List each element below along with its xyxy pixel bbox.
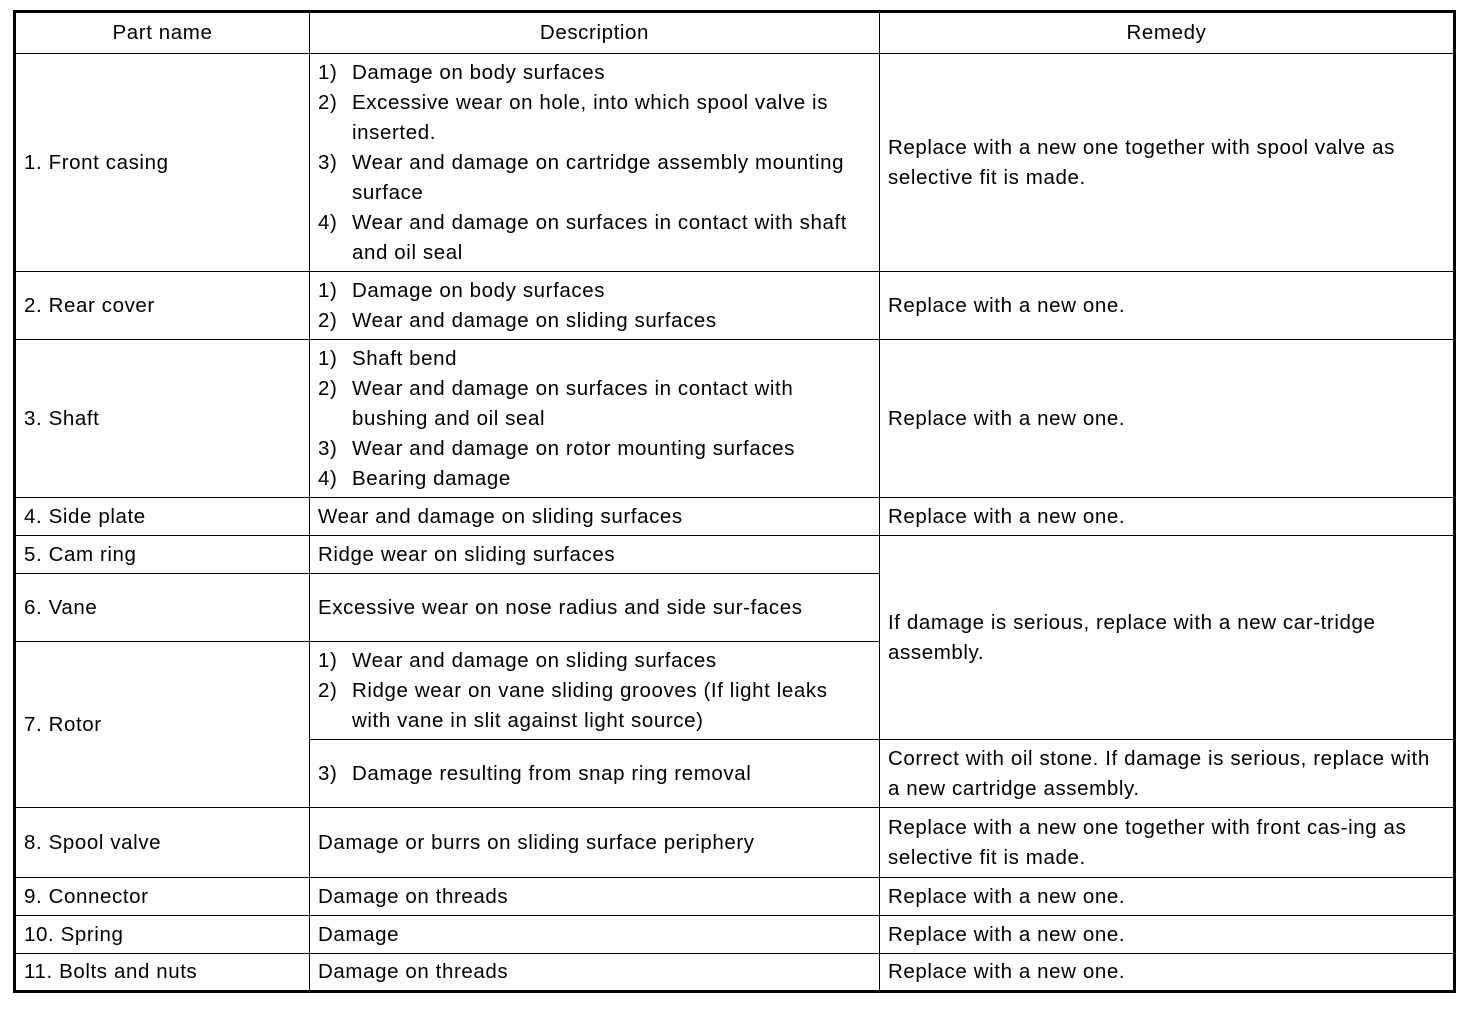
remedy: Replace with a new one. xyxy=(880,954,1455,992)
table-row xyxy=(15,916,1455,954)
description: Damage on threads xyxy=(310,954,880,992)
remedy: Replace with a new one. xyxy=(880,878,1455,916)
header-description: Description xyxy=(310,12,880,54)
part-name: 8. Spool valve xyxy=(15,808,310,878)
part-name: 4. Side plate xyxy=(15,498,310,536)
table-row xyxy=(15,272,1455,340)
table-row xyxy=(15,878,1455,916)
part-name: 2. Rear cover xyxy=(15,272,310,340)
description-list xyxy=(318,58,871,268)
description-list xyxy=(318,646,871,736)
description xyxy=(310,642,880,740)
list-item: 3) Wear and damage on cartridge assembly mounting surface xyxy=(318,150,845,204)
table-row xyxy=(15,954,1455,992)
part-name: 9. Connector xyxy=(15,878,310,916)
part-name: 5. Cam ring xyxy=(15,536,310,574)
description: Damage or burrs on sliding surface periphery xyxy=(310,808,880,878)
description-list xyxy=(318,344,871,494)
remedy: Replace with a new one. xyxy=(880,340,1455,498)
description xyxy=(310,340,880,498)
description: Ridge wear on sliding surfaces xyxy=(310,536,880,574)
part-name: 7. Rotor xyxy=(15,642,310,808)
description: Damage on threads xyxy=(310,878,880,916)
header-row xyxy=(15,12,1455,54)
remedy: Correct with oil stone. If damage is serious, replace with a new cartridge assembly. xyxy=(880,740,1455,808)
remedy: If damage is serious, replace with a new car-tridge assembly. xyxy=(880,536,1455,740)
remedy: Replace with a new one. xyxy=(880,498,1455,536)
list-item: 1) Damage on body surfaces xyxy=(318,278,606,302)
list-item: 2) Wear and damage on surfaces in contact with bushing and oil seal xyxy=(318,376,794,430)
description xyxy=(310,740,880,808)
part-name: 3. Shaft xyxy=(15,340,310,498)
list-item: 2) Ridge wear on vane sliding grooves (If light leaks with vane in slit against light source) xyxy=(318,678,828,732)
list-item: 2) Excessive wear on hole, into which spool valve is inserted. xyxy=(318,90,829,144)
list-item: 1) Shaft bend xyxy=(318,346,458,370)
description-list xyxy=(318,759,871,789)
remedy: Replace with a new one. xyxy=(880,272,1455,340)
list-item: 3) Wear and damage on rotor mounting surfaces xyxy=(318,436,796,460)
remedy: Replace with a new one together with spool valve as selective fit is made. xyxy=(880,54,1455,272)
list-item: 3) Damage resulting from snap ring removal xyxy=(318,761,752,785)
remedy: Replace with a new one. xyxy=(880,916,1455,954)
description xyxy=(310,272,880,340)
table-row xyxy=(15,340,1455,498)
table-row xyxy=(15,536,1455,574)
table-row xyxy=(15,54,1455,272)
inspection-table xyxy=(13,10,1456,993)
header-remedy: Remedy xyxy=(880,12,1455,54)
list-item: 1) Wear and damage on sliding surfaces xyxy=(318,648,717,672)
remedy: Replace with a new one together with front cas-ing as selective fit is made. xyxy=(880,808,1455,878)
list-item: 4) Bearing damage xyxy=(318,466,511,490)
description-list xyxy=(318,276,871,336)
part-name: 1. Front casing xyxy=(15,54,310,272)
part-name: 11. Bolts and nuts xyxy=(15,954,310,992)
table-row xyxy=(15,498,1455,536)
part-name: 6. Vane xyxy=(15,574,310,642)
list-item: 4) Wear and damage on surfaces in contact with shaft and oil seal xyxy=(318,210,848,264)
description: Wear and damage on sliding surfaces xyxy=(310,498,880,536)
list-item: 2) Wear and damage on sliding surfaces xyxy=(318,308,717,332)
description: Excessive wear on nose radius and side sur-faces xyxy=(310,574,880,642)
header-part-name: Part name xyxy=(15,12,310,54)
list-item: 1) Damage on body surfaces xyxy=(318,60,606,84)
table-row xyxy=(15,808,1455,878)
description: Damage xyxy=(310,916,880,954)
description xyxy=(310,54,880,272)
part-name: 10. Spring xyxy=(15,916,310,954)
